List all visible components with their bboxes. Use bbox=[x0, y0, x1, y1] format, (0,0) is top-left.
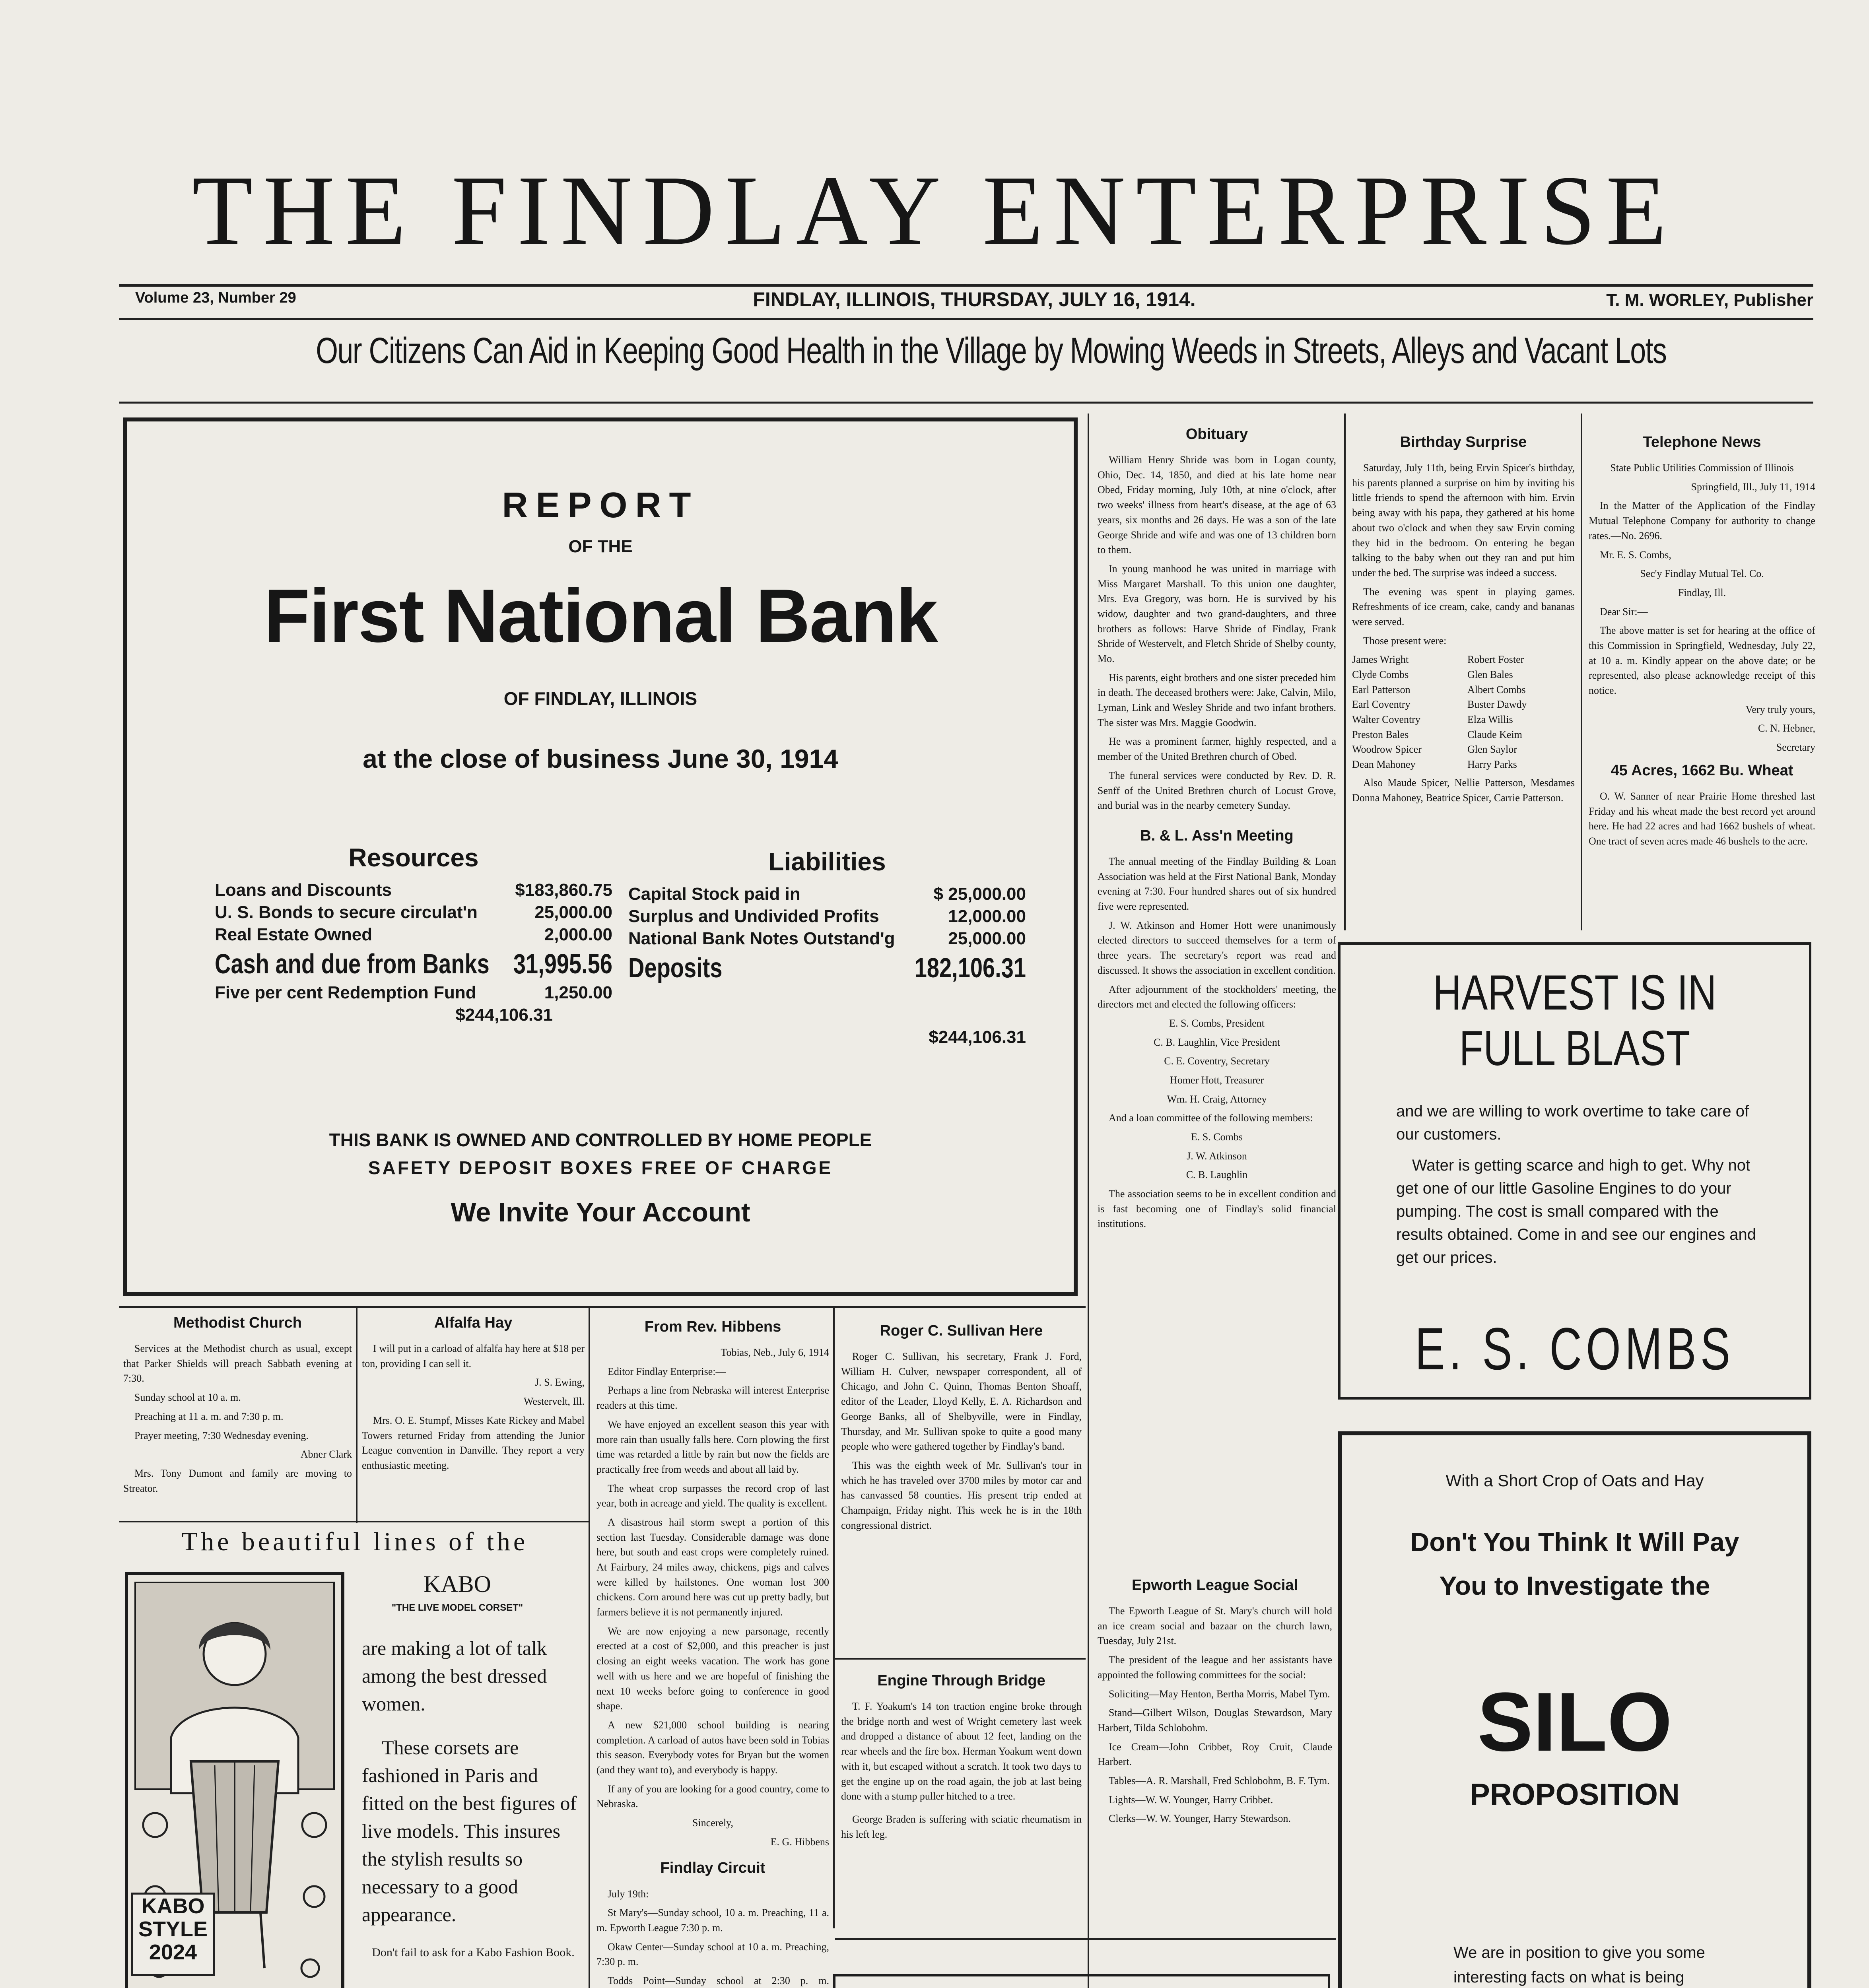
section-rule bbox=[119, 1306, 1086, 1308]
bank-of-the: OF THE bbox=[568, 537, 633, 556]
telephone-column: Telephone News State Public Utilities Commission of Illinois Springfield, Ill., July 11, 1914 In the Matter of the Application of the Findlay Mutual Telephone Company for authority to change rates.—No. 2696. Mr. E. S. Combs, Sec'y Findlay Mutual Tel. Co. Findlay, Ill. Dear Sir:— The above matter is set for hearing at the office of this Commission in Springfield, Wednesday, July 22, at 10 a. m. Kindly appear on the above date; or be represented, also please acknowledge receipt of this notice. Very truly yours, C. N. Hebner, Secretary 45 Acres, 1662 Bu. Wheat O. W. Sanner of near Prairie Home threshed last Friday and his wheat made the best record yet around here. He had 22 acres and had 1662 bushels of wheat. One tract of seven acres made 46 bushels to the acre. bbox=[1589, 431, 1815, 928]
methodist-title: Methodist Church bbox=[173, 1314, 302, 1331]
bank-name: First National Bank bbox=[264, 574, 937, 658]
harvest-ad bbox=[1338, 942, 1811, 1400]
epworth-title: Epworth League Social bbox=[1131, 1577, 1298, 1594]
resources-title: Resources bbox=[348, 843, 479, 872]
section-rule bbox=[835, 1938, 1336, 1940]
kabo-style-badge: KABO STYLE 2024 bbox=[131, 1893, 215, 1976]
insurance-ad bbox=[833, 1974, 1330, 1988]
engine-column: Engine Through Bridge T. F. Yoakum's 14 ton traction engine broke through the bridge north and west of Wright cemetery last week and dropped a distance of about 12 feet, landing on the rear wheels and the fire box. Herman Yoakum went down with it, but escaped without a scratch. It took two days to get the engine up on the road again, the job at last being done with a stump puller hitched to a tree. George Braden is suffering with sciatic rheumatism in his left leg. bbox=[841, 1670, 1082, 1928]
guest-list: James Wright Robert Foster Clyde Combs Glen Bales Earl Patterson Albert Combs Earl Coventry Buster Dawdy Walter Coventry Elza Willis Preston Bales Claude Keim Woodrow Spicer Glen Saylor Dean Mahoney Harry Parks bbox=[1352, 654, 1527, 771]
bank-close-date: at the close of business June 30, 1914 bbox=[363, 744, 838, 773]
kabo-brand: KABO bbox=[423, 1571, 491, 1597]
banner-headline: Our Citizens Can Aid in Keeping Good Health in the Village by Mowing Weeds in Streets, Alleys and Vacant Lots bbox=[316, 330, 1667, 371]
column-rule bbox=[589, 1308, 590, 1988]
column-rule bbox=[1088, 414, 1089, 1988]
liabilities-total: $244,106.31 bbox=[929, 1027, 1026, 1047]
section-rule bbox=[835, 1658, 1086, 1660]
resource-row: Loans and Discounts $183,860.75 bbox=[215, 880, 612, 900]
resource-row: U. S. Bonds to secure circulat'n 25,000.00 bbox=[215, 903, 612, 922]
bank-invite: We Invite Your Account bbox=[451, 1197, 750, 1227]
engine-title: Engine Through Bridge bbox=[877, 1672, 1045, 1689]
masthead-rule-bottom bbox=[119, 318, 1813, 320]
epworth-column: Epworth League Social The Epworth League of St. Mary's church will hold an ice cream social and bazaar on the church lawn, Tuesday, July 21st. The president of the league and her assistants have appointed the following committees for the social: Soliciting—May Henton, Bertha Morris, Mabel Tym. Stand—Gilbert Wilson, Douglas Stewardson, Mary Harbert, Tilda Schlobohm. Ice Cream—John Cribbet, Roy Cruit, Claude Harbert. Tables—A. R. Marshall, Fred Schlobohm, B. F. Tym. Lights—W. W. Younger, Harry Cribbet. Clerks—W. W. Younger, Harry Stewardson. bbox=[1098, 1574, 1332, 1928]
column-rule bbox=[1581, 414, 1582, 930]
resource-row: Real Estate Owned 2,000.00 bbox=[215, 925, 612, 944]
liability-row: National Bank Notes Outstand'g 25,000.00 bbox=[628, 929, 1026, 948]
kabo-copy: are making a lot of talk among the best dressed women. These corsets are fashioned in Paris and fitted on the best figures of live models. This insures the stylish results so necessary to a good appearance. Don't fail to ask for a Kabo Fashion Book. bbox=[362, 1637, 577, 1959]
methodist-column: Methodist Church Services at the Methodist church as usual, except that Parker Shields will preach Sabbath evening at 7:30. Sunday school at 10 a. m. Preaching at 11 a. m. and 7:30 p. m. Prayer meeting, 7:30 Wednesday evening. Abner Clark Mrs. Tony Dumont and family are moving to Streator. bbox=[123, 1312, 352, 1523]
silo-top-line: With a Short Crop of Oats and Hay bbox=[1445, 1471, 1704, 1490]
dateline: FINDLAY, ILLINOIS, THURSDAY, JULY 16, 1914. bbox=[753, 288, 1196, 311]
sullivan-column: Roger C. Sullivan Here Roger C. Sullivan, his secretary, Frank J. Ford, William H. Culver, newspaper correspondent, all of Chicago, and John C. Quinn, Thomas Benton Shoaff, editor of the Leader, Lloyd Kelly, E. A. Richardson and George Banks, all of Shelbyville, were in Findlay, Thursday, and Mr. Sullivan spoke to quite a good many people who were gathered together by Findlay's band. This was the eighth week of Mr. Sullivan's tour in which he has traveled over 3700 miles by motor car and has canvassed 58 counties. His present trip ended at Champaign, Friday night. This week he is in the 18th congressional district. bbox=[841, 1320, 1082, 1658]
alfalfa-column: Alfalfa Hay I will put in a carload of alfalfa hay here at $18 per ton, providing I can sell it. J. S. Ewing, Westervelt, Ill. Mrs. O. E. Stumpf, Misses Kate Rickey and Mabel Towers returned Friday from attending the Junior League convention in Danville. They report a very enthusiastic meeting. bbox=[362, 1312, 585, 1523]
birthday-title: Birthday Surprise bbox=[1400, 434, 1527, 450]
silo-body: We are in position to give you some interesting facts on what is being bbox=[1453, 1944, 1705, 1986]
silo-word: SILO bbox=[1477, 1675, 1673, 1769]
kabo-ad bbox=[123, 1527, 587, 1988]
alfalfa-title: Alfalfa Hay bbox=[434, 1314, 513, 1331]
resources-column bbox=[215, 843, 612, 1027]
bank-location: OF FINDLAY, ILLINOIS bbox=[503, 688, 697, 709]
resource-row-cash: Cash and due from Banks 31,995.56 bbox=[215, 948, 612, 979]
bank-safety-notice: SAFETY DEPOSIT BOXES FREE OF CHARGE bbox=[368, 1157, 833, 1178]
obituary-title: Obituary bbox=[1185, 426, 1248, 443]
harvest-body: and we are willing to work overtime to take care of our customers. Water is getting scarce and high to get. Why not get one of our little Gasoline Engines to do your pumping. The cost is small compared with the results obtained. Come in and see our engines and get our prices. bbox=[1396, 1103, 1756, 1266]
liabilities-column bbox=[628, 847, 1026, 1050]
harvest-signature: E. S. COMBS bbox=[1415, 1315, 1735, 1382]
silo-ad bbox=[1338, 1431, 1811, 1988]
liability-row: Capital Stock paid in $ 25,000.00 bbox=[628, 884, 1026, 904]
circuit-title: Findlay Circuit bbox=[660, 1860, 765, 1877]
harvest-title-2: FULL BLAST bbox=[1459, 1021, 1690, 1076]
hibbens-title: From Rev. Hibbens bbox=[644, 1318, 781, 1335]
silo-question-1: Don't You Think It Will Pay bbox=[1410, 1527, 1739, 1557]
masthead-title: THE FINDLAY ENTERPRISE bbox=[192, 155, 1677, 266]
harvest-title-1: HARVEST IS IN bbox=[1433, 965, 1717, 1020]
section-rule bbox=[119, 1521, 589, 1522]
kabo-headline: The beautiful lines of the bbox=[181, 1527, 528, 1556]
bank-report-word: REPORT bbox=[502, 485, 699, 525]
bank-report-box bbox=[123, 417, 1078, 1296]
liability-row-deposits: Deposits 182,106.31 bbox=[628, 952, 1026, 983]
masthead-rule-top bbox=[119, 284, 1813, 287]
obituary-column: Obituary William Henry Shride was born in Logan county, Ohio, Dec. 14, 1850, and died at his late home near Obed, Friday morning, July 10th, at nine o'clock, after two weeks' illness from heart's disease, at the age of 63 years, six months and 26 days. He was a son of the late George Shride and wife and was one of 13 children born to them. In young manhood he was united in marriage with Miss Margaret Marshall. To this union one daughter, Mrs. Eva Gregory, was born. He is survived by his widow, daughter and two grand-daughters, and three brothers as follows: Harve Shride of Findlay, Frank Shride of Westervelt, and Fletch Shride of Shelby county, Mo. His parents, eight brothers and one sister preceded him in death. The deceased brothers were: Jake, Calvin, Milo, Lyman, Link and Wesley Shride and two infant brothers. The sister was Mrs. Maggie Goodwin. He was a prominent farmer, highly respected, and a member of the United Brethren church of Obed. The funeral services were conducted by Rev. D. R. Senff of the United Brethren church of Locust Grove, and burial was in the nearby cemetery Sunday. B. & L. Ass'n Meeting The annual meeting of the Findlay Building & Loan Association was held at the First National Bank, Monday evening at 7:30. Four hundred shares out of six hundred five were represented. J. W. Atkinson and Homer Hott were unanimously elected directors to succeed themselves for a term of three years. The secretary's report was read and discussed. It shows the association in excellent condition. After adjournment of the stockholders' meeting, the directors met and elected the following officers: E. S. Combs, President C. B. Laughlin, Vice President C. E. Coventry, Secretary Homer Hott, Treasurer Wm. H. Craig, Attorney And a loan committee of the following members: E. S. Combs J. W. Atkinson C. B. Laughlin The association seems to be in excellent condition and is fast becoming one of Findlay's solid financial institutions. bbox=[1098, 423, 1336, 1350]
bl-meeting-title: B. & L. Ass'n Meeting bbox=[1140, 827, 1294, 844]
acres-title: 45 Acres, 1662 Bu. Wheat bbox=[1611, 762, 1793, 779]
column-rule bbox=[356, 1308, 357, 1523]
liabilities-title: Liabilities bbox=[768, 847, 886, 876]
masthead bbox=[119, 151, 1750, 286]
silo-proposition: PROPOSITION bbox=[1470, 1778, 1680, 1811]
banner-rule bbox=[119, 402, 1813, 404]
telephone-title: Telephone News bbox=[1643, 434, 1761, 450]
column-rule bbox=[833, 1308, 835, 1928]
silo-question-2: You to Investigate the bbox=[1439, 1571, 1710, 1600]
bank-owned-notice: THIS BANK IS OWNED AND CONTROLLED BY HOME PEOPLE bbox=[329, 1130, 872, 1150]
kabo-tagline: "THE LIVE MODEL CORSET" bbox=[391, 1602, 523, 1613]
liability-row: Surplus and Undivided Profits 12,000.00 bbox=[628, 907, 1026, 926]
column-rule bbox=[1344, 414, 1346, 930]
hibbens-column: From Rev. Hibbens Tobias, Neb., July 6, 1914 Editor Findlay Enterprise:— Perhaps a line from Nebraska will interest Enterprise readers at this time. We have enjoyed an excellent season this year with more rain than usually falls here. Corn plowing the first time was retarded a little by rain but now the fields are practically free from weeds and about all laid by. The wheat crop surpasses the record crop of last year, both in acreage and yield. The quality is excellent. A disastrous hail storm swept a portion of this section last Tuesday. Considerable damage was done here, but south and east crops were completely ruined. At Fairbury, 24 miles away, chickens, pigs and calves were killed by hailstones. One woman lost 300 chickens. Corn around here was cut up pretty badly, but farmers believe it is not permanently injured. We are now enjoying a new parsonage, recently erected at a cost of $2,000, and this preacher is just closing an eight weeks vacation. The work has gone well with us here and we are hopeful of finishing the next 10 weeks before going to conference in good shape. A new $21,000 school building is nearing completion. A carload of autos have been sold in Tobias this season. Everybody votes for Bryan but the women (and they want to), and everybody is happy. If any of you are looking for a good country, come to Nebraska. Sincerely, E. G. Hibbens Findlay Circuit July 19th: St Mary's—Sunday school, 10 a. m. Preaching, 11 a. m. Epworth League 7:30 p. m. Okaw Center—Sunday school at 10 a. m. Preaching, 7:30 p. m. Todds Point—Sunday school at 2:30 p. m. bbox=[596, 1316, 829, 1988]
resource-row: Five per cent Redemption Fund 1,250.00 bbox=[215, 983, 612, 1002]
sullivan-title: Roger C. Sullivan Here bbox=[880, 1322, 1043, 1339]
birthday-column: Birthday Surprise Saturday, July 11th, being Ervin Spicer's birthday, his parents planned a surprise on him by inviting his little friends to spend the afternoon with him. Ervin being away with his papa, they gathered at his home about two o'clock and when they saw Ervin coming they hid in the bedroom. On entering he began talking to the baby when out they ran and put him under the bed. The surprise was indeed a success. The evening was spent in playing games. Refreshments of ice cream, cake, candy and bananas were served. Those present were: James Wright Robert Foster Clyde Combs Glen Bales Earl Patterson Albert Combs Earl Coventry Buster Dawdy Walter Coventry Elza Willis Preston Bales Claude Keim Woodrow Spicer Glen Saylor Dean Mahoney Harry Parks Also Maude Spicer, Nellie Patterson, Mesdames Donna Mahoney, Beatrice Spicer, Carrie Patterson. bbox=[1352, 431, 1575, 928]
publisher: T. M. WORLEY, Publisher bbox=[1606, 290, 1813, 310]
resources-total: $244,106.31 bbox=[455, 1005, 553, 1025]
volume-number: Volume 23, Number 29 bbox=[135, 289, 296, 306]
